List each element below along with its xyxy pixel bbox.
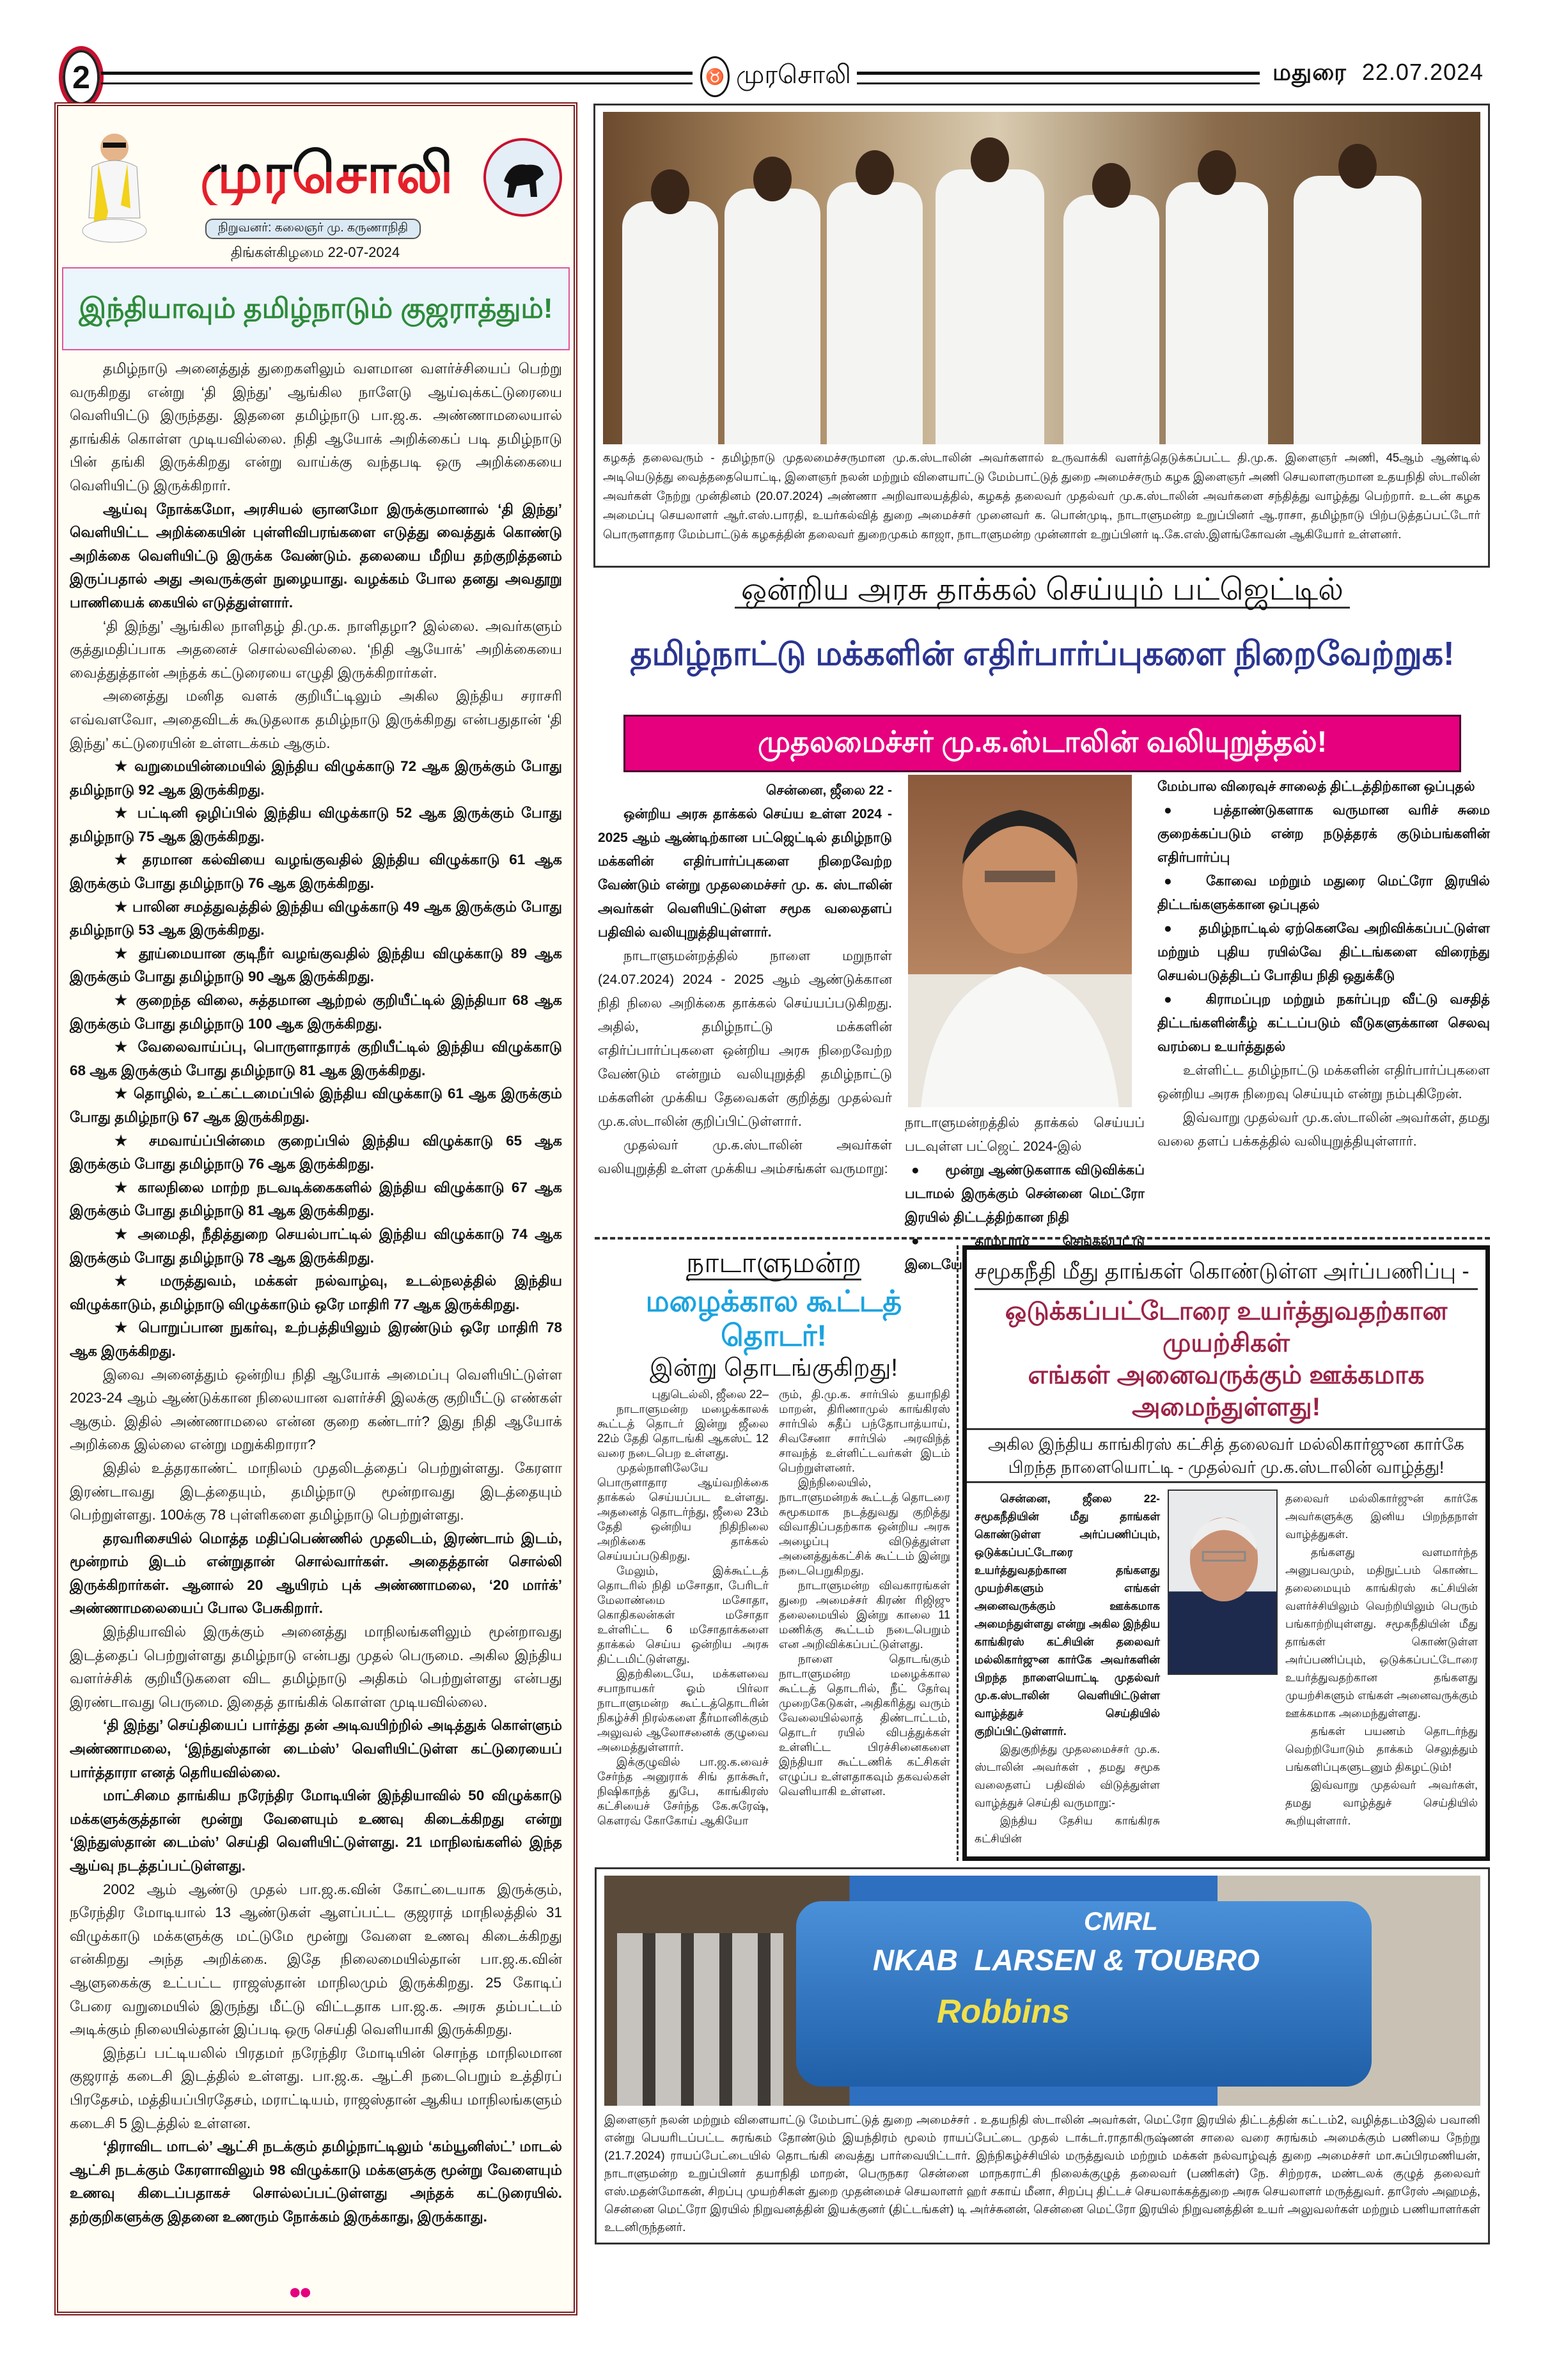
bull-emblem-icon [483, 138, 562, 217]
paragraph: இதற்கிடையே, மக்களவை சபாநாயகர் ஓம் பிர்லா நாடாளுமன்ற கூட்டத்தொடரின் நிகழ்ச்சி நிரல்களை தீர்மானிக்கும் அலுவல் ஆலோசனைக் குழுவை அமைத்துள்ளார். [597, 1667, 769, 1754]
bullet-item: ● தாம்பரம் செங்கல்பட்டு இடையே [905, 1229, 1145, 1277]
header-rule-right [857, 72, 1260, 84]
vertical-dashed-divider [957, 1245, 959, 1861]
paragraph: தரவரிசையில் மொத்த மதிப்பெண்ணில் முதலிடம், இரண்டாம் இடம், மூன்றாம் இடம் என்றுதான் சொல்வார்கள். அதைத்தான் சொல்லி இருக்கிறார்கள். ஆனால் 20 ஆயிரம் புக் அண்ணாமலை, ‘20 மார்க்’ அண்ணாமலையைப் போல பேசுகிறார். [70, 1530, 562, 1617]
statistic-item: ★ தொழில், உட்கட்டமைப்பில் இந்திய விழுக்காடு 61 ஆக இருக்கும் போது தமிழ்நாடு 67 ஆக இருக்கிறது. [70, 1085, 562, 1125]
header-rule-left [101, 72, 693, 84]
paragraph: முதல்வர் மு.க.ஸ்டாலின் அவர்கள் வலியுறுத்தி உள்ள முக்கிய அம்சங்கள் வருமாறு: [598, 1138, 892, 1176]
tunnel-boring-machine-photo [604, 1876, 1480, 2106]
statistic-item: ★ பாலின சமத்துவத்தில் இந்திய விழுக்காடு 49 ஆக இருக்கும் போது தமிழ்நாடு 53 ஆக இருக்கிறது. [70, 898, 562, 938]
parliament-headline: மழைக்கால கூட்டத் தொடர்! [645, 1284, 902, 1352]
paragraph: ஆய்வு நோக்கமோ, அரசியல் ஞானமோ இருக்குமானால் ‘தி இந்து’ வெளியிட்ட அறிக்கையின் புள்ளிவிபரங்களை எடுத்து வைத்துக் கொண்டு அறிக்கை வெளியிட்டு இருக்க வேண்டும். தலையை மீறிய தற்குறித்தனம் இருப்பதால் அது அவருக்குள் நுழையாது. வழக்கம் போல தனது அவதூறு பாணியைக் கையில் எடுத்துள்ளார். [70, 501, 562, 611]
metro-photo-box [595, 1867, 1490, 2244]
masthead-date: திங்கள்கிழமை 22-07-2024 [231, 244, 400, 260]
editorial-body [70, 357, 562, 2294]
budget-column-3 [1157, 775, 1490, 1235]
machine-label: NKAB [873, 1943, 958, 1977]
parliament-columns [595, 1387, 953, 1828]
kharge-headline-line: எங்கள் அனைவருக்கும் ஊக்கமாக அமைந்துள்ளது! [1028, 1361, 1425, 1421]
paragraph: ஒன்றிய அரசு தாக்கல் செய்ய உள்ள 2024 - 2025 ஆம் ஆண்டிற்கான பட்ஜெட்டில் தமிழ்நாடு மக்களின் எதிர்பார்ப்புகளை நிறைவேற்ற வேண்டும் என்று முதலமைச்சர் மு. க. ஸ்டாலின் அவர்கள் வெளியிட்டுள்ள சமூக வலைதளப் பதிவில் வலியுறுத்தியுள்ளார். [598, 807, 892, 940]
kharge-subhead [967, 1428, 1485, 1483]
parliament-story [595, 1245, 953, 1828]
editorial-headline: இந்தியாவும் தமிழ்நாடும் குஜராத்தும்! [79, 293, 553, 324]
page-number: 2 [59, 46, 104, 109]
paragraph: நாளை தொடங்கும் நாடாளுமன்ற மழைக்கால கூட்டத் தொடரில், நீட் தேர்வு முறைகேடுகள், அதிகரித்து வரும் வேலையில்லாத் திண்டாட்டம், தொடர் ரயில் விபத்துக்கள் உள்ளிட்ட பிரச்சினைகளை இந்தியா கூட்டணிக் கட்சிகள் எழுப்ப உள்ளதாகவும் தகவல்கள் வெளியாகி உள்ளன. [779, 1653, 950, 1798]
bullet-item: ● கோவை மற்றும் மதுரை மெட்ரோ இரயில் திட்டங்களுக்கான ஒப்புதல் [1157, 869, 1490, 917]
issue-date: 22.07.2024 [1361, 59, 1484, 85]
paragraph: இதுகுறித்து முதலமைச்சர் மு.க. ஸ்டாலின் அவர்கள் , தமது சமூக வலைதளப் பதிவில் விடுத்துள்ள வாழ்த்துச் செய்தி வருமாறு:- [975, 1743, 1160, 1809]
paragraph: நாடாளுமன்றத்தில் தாக்கல் செய்யப் படவுள்ள பட்ஜெட் 2024-இல் [905, 1116, 1145, 1154]
kharge-headline [975, 1295, 1478, 1423]
masthead [58, 106, 574, 266]
paragraph: ரும், தி.மு.க. சார்பில் தயாநிதி மாறன், திரிணாமுல் காங்கிரஸ் சார்பில் சுதீப் பந்தோபாத்யாய், சிவசேனா சார்பில் அரவிந்த் சாவந்த் உள்ளிட்டவர்கள் இடம் பெற்றுள்ளனர். [779, 1388, 950, 1474]
machine-labels [873, 1908, 1260, 2031]
statistic-item: ★ தரமான கல்வியை வழங்குவதில் இந்திய விழுக்காடு 61 ஆக இருக்கும் போது தமிழ்நாடு 76 ஆக இருக்கிறது. [70, 852, 562, 892]
budget-kicker-text: ஒன்றிய அரசு தாக்கல் செய்யும் பட்ஜெட்டில் [735, 573, 1350, 609]
photo-youth-wing-box [593, 104, 1490, 568]
kharge-column-1 [975, 1489, 1160, 1847]
machine-label: LARSEN & TOUBRO [974, 1943, 1260, 1977]
kharge-body [975, 1489, 1478, 1847]
paragraph: முதல்நாளிலேயே பொருளாதார ஆய்வறிக்கை தாக்கல் செய்யப்பட உள்ளது. அதனைத் தொடர்ந்து, ஜீலை 23ம் தேதி ஒன்றிய நிதிநிலை அறிக்கை தாக்கல் செய்யப்படுகிறது. [597, 1461, 769, 1562]
paragraph: தங்களது வளமார்ந்த அனுபவமும், மதிநுட்பம் கொண்ட தலைமையும் காங்கிரஸ் கட்சியின் வளர்ச்சியிலும் வெற்றியிலும் பெரும் பங்காற்றியுள்ளது. சமூகநீதியின் மீது தாங்கள் கொண்டுள்ள அர்ப்பணிப்பும், ஒடுக்கப்பட்டோரை உயர்த்துவதற்கான தங்களது முயற்சிகளும் எங்கள் அனைவருக்கும் ஊக்கமாக அமைந்துள்ளது. [1285, 1546, 1478, 1720]
parliament-column-1 [597, 1387, 769, 1828]
statistic-item: ★ பொறுப்பான நுகர்வு, உற்பத்தியிலும் இரண்டும் ஒரே மாதிரி 78 ஆக இருக்கிறது. [70, 1319, 562, 1359]
main-headline: தமிழ்நாட்டு மக்களின் எதிர்பார்ப்புகளை நிறைவேற்றுக! [630, 635, 1455, 673]
paragraph: இவை அனைத்தும் ஒன்றிய நிதி ஆயோக் அமைப்பு வெளியிட்டுள்ள 2023-24 ஆம் ஆண்டுக்கான நிலையான வளர்ச்சி இலக்கு குறியீட்டு எண்கள் ஆகும். இதில் அண்ணாமலை என்ன குறை கண்டார்? இது நிதி ஆயோக் அறிக்கை இல்லை என்று மறுக்கிறாரா? [70, 1366, 562, 1453]
bullet-item: ● கிராமப்புற மற்றும் நகர்ப்புற வீட்டு வசதித் திட்டங்களின்கீழ் கட்டப்படும் வீடுகளுக்கான செலவு வரம்பை உயர்த்துதல் [1157, 988, 1490, 1059]
statistic-item: ★ வேலைவாய்ப்பு, பொருளாதாரக் குறியீட்டில் இந்திய விழுக்காடு 68 ஆக இருக்கும் போது தமிழ்நாடு 81 ஆக இருக்கிறது. [70, 1039, 562, 1078]
statistic-item: ★ காலநிலை மாற்ற நடவடிக்கைகளில் இந்திய விழுக்காடு 67 ஆக இருக்கும் போது தமிழ்நாடு 81 ஆக இருக்கிறது. [70, 1179, 562, 1219]
dateline: புதுடெல்லி, ஜீலை 22– [652, 1388, 769, 1401]
paragraph: நாடாளுமன்ற விவகாரங்கள் துறை அமைச்சர் கிரண் ரிஜிஜு தலைமையில் இன்று காலை 11 மணிக்கு கூட்டம் நடைபெறும் என அறிவிக்கப்பட்டுள்ளது. [779, 1579, 950, 1651]
kharge-portrait [1168, 1489, 1278, 1675]
budget-kicker [595, 572, 1490, 611]
machine-label: Robbins [937, 1993, 1070, 2030]
parliament-column-2 [779, 1387, 950, 1828]
header-edition-date [1273, 59, 1484, 89]
statistic-item: ★ பட்டினி ஒழிப்பில் இந்திய விழுக்காடு 52 ஆக இருக்கும் போது தமிழ்நாடு 75 ஆக இருக்கிறது. [70, 805, 562, 844]
dashed-divider [595, 1237, 1490, 1240]
statistic-item: ★ சமவாய்ப்பின்மை குறைப்பில் இந்திய விழுக்காடு 65 ஆக இருக்கும் போது தமிழ்நாடு 76 ஆக இருக்கிறது. [70, 1132, 562, 1172]
paragraph: உள்ளிட்ட தமிழ்நாட்டு மக்களின் எதிர்பார்ப்புகளை ஒன்றிய அரசு நிறைவு செய்யும் என்று நம்புகிறேன். [1157, 1063, 1490, 1101]
paragraph: இவ்வாறு முதல்வர் அவர்கள், தமது வாழ்த்துச் செய்தியில் கூறியுள்ளார். [1285, 1778, 1478, 1827]
lower-right-section [595, 1245, 1490, 2244]
statistic-item: ★ குறைந்த விலை, சுத்தமான ஆற்றல் குறியீட்டில் இந்தியா 68 ஆக இருக்கும் போது தமிழ்நாடு 100 ஆக இருக்கிறது. [70, 992, 562, 1032]
paragraph: ‘தி இந்து’ செய்தியைப் பார்த்து தன் அடிவயிற்றில் அடித்துக் கொள்ளும் அண்ணாமலை, ‘இந்துஸ்தான் டைம்ஸ்’ வெளியிட்டுள்ள கட்டுரையைப் பார்த்தாரா எனத் தெரியவில்லை. [70, 1717, 562, 1780]
statistic-item: ★ தூய்மையான குடிநீர் வழங்குவதில் இந்திய விழுக்காடு 89 ஆக இருக்கும் போது தமிழ்நாடு 90 ஆக இருக்கிறது. [70, 945, 562, 985]
photo-caption: இளைஞர் நலன் மற்றும் விளையாட்டு மேம்பாட்டுத் துறை அமைச்சர் . உதயநிதி ஸ்டாலின் அவர்கள், மெட்ரோ இரயில் திட்டத்தின் கட்டம்2, வழித்தடம்3இல் பவானி என்று பெயரிடப்பட்ட சுரங்கம் தோண்டும் இயந்திரம் மூலம் ராயப்பேட்டை முதல் டாக்டர்.ராதாகிருஷ்ணன் சாலை வரை சுரங்கம் அமைக்கும் பணியை நேற்று (21.7.2024) ராயப்பேட்டையில் தொடங்கி வைத்து பார்வையிட்டார். இந்நிகழ்ச்சியில் மருத்துவம் மற்றும் மக்கள் நல்வாழ்வுத் துறை அமைச்சர் மா.சுப்பிரமணியன், நாடாளுமன்ற உறுப்பினர் தயாநிதி மாறன், பெருநகர சென்னை மாநகராட்சி நிலைக்குழுத் தலைவர் (பணிகள்) நே. சிற்றரசு, மண்டலக் குழுத் தலைவர் எஸ்.மதன்மோகன், சிறப்பு முயற்சிகள் துறை முதன்மைச் செயலாளர் ஹர் சகாய் மீனா, சிறப்பு திட்டச் செயலாக்கத்துறை அரசு செயலாளர் மருத்துவர். தாரேஸ் அஹமத், சென்னை மெட்ரோ இரயில் நிறுவனத்தின் இயக்குனர் (திட்டங்கள்) டி அர்ச்சுனன், சென்னை மெட்ரோ இரயில் நிறுவனத்தின் உயர் அலுவலர்கள் மற்றும் பணியாளர்கள் உடனிருந்தனர். [604, 2113, 1480, 2234]
kharge-subhead-line: அகில இந்திய காங்கிரஸ் கட்சித் தலைவர் மல்லிகார்ஜுன கார்கே [988, 1435, 1464, 1454]
paragraph: ‘தி இந்து’ ஆங்கில நாளிதழ் தி.மு.க. நாளிதழா? இல்லை. அவர்களும் குத்துமதிப்பாக அதனைச் சொல்லவில்லை. ‘நிதி ஆயோக்’ அறிக்கையை வைத்துத்தான் அந்தக் கட்டுரையை எழுதி இருக்கிறார்கள். [70, 618, 562, 681]
budget-column-2 [905, 1111, 1145, 1272]
paragraph: சென்னை, ஜீலை 22- சமூகநீதியின் மீது தாங்கள் கொண்டுள்ள அர்ப்பணிப்பும், ஒடுக்கப்பட்டோரை உயர்த்துவதற்கான தங்களது முயற்சிகளும் எங்கள் அனைவருக்கும் ஊக்கமாக அமைந்துள்ளது என்று அகில இந்திய காங்கிரஸ் கட்சியின் தலைவர் மல்லிகார்ஜுன கார்கே அவர்களின் பிறந்த நாளையொட்டி முதல்வர் மு.க.ஸ்டாலின் வெளியிட்டுள்ள வாழ்த்துச் செய்தியில் குறிப்பிட்டுள்ளார். [975, 1492, 1160, 1738]
statistic-item: ★ வறுமையின்மையில் இந்திய விழுக்காடு 72 ஆக இருக்கும் போது தமிழ்நாடு 92 ஆக இருக்கிறது. [70, 758, 562, 798]
paragraph: இதில் உத்தரகாண்ட் மாநிலம் முதலிடத்தைப் பெற்றுள்ளது. கேரளா இரண்டாவது இடத்தையும், தமிழ்நாடு மூன்றாவது இடத்தையும் பெற்றுள்ளது. 100க்கு 78 புள்ளிகளை தமிழ்நாடு பெற்றுள்ளது. [70, 1459, 562, 1523]
paragraph: இக்குழுவில் பா.ஜ.க.வைச் சேர்ந்த அனுராக் சிங் தாக்கூர், நிஷிகாந்த் துபே, காங்கிரஸ் கட்சியைச் சேர்ந்த கே.சுரேஷ், கௌரவ் கோகோய் ஆகியோ [597, 1755, 769, 1827]
kharge-kicker: சமூகநீதி மீது தாங்கள் கொண்டுள்ள அர்ப்பணிப்பு - [975, 1257, 1478, 1290]
paragraph: தலைவர் மல்லிகார்ஜுன் கார்கே அவர்களுக்கு இனிய பிறந்தநாள் வாழ்த்துகள். [1285, 1492, 1478, 1541]
paragraph: மேலும், இக்கூட்டத் தொடரில் நிதி மசோதா, பேரிடர் மேலாண்மை மசோதா, கொதிகலன்கள் மசோதா உள்ளிட்ட 6 மசோதாக்களை தாக்கல் செய்ய ஒன்றிய அரசு திட்டமிட்டுள்ளது. [597, 1564, 769, 1665]
paragraph: தங்கள் பயணம் தொடர்ந்து வெற்றியோடும் தாக்கம் செலுத்தும் பங்களிப்புகளுடனும் திகழட்டும்! [1285, 1725, 1478, 1773]
machine-label: CMRL [1084, 1908, 1158, 1936]
founder-line: நிறுவனர்: கலைஞர் மு. கருணாநிதி [205, 219, 421, 239]
parliament-kicker [595, 1245, 953, 1281]
editorial-column [54, 102, 577, 2315]
edition: மதுரை [1273, 59, 1347, 85]
paragraph: நாடாளுமன்ற மழைக்காலக் கூட்டத் தொடர் இன்று ஜீலை 22ம் தேதி தொடங்கி ஆகஸ்ட் 12 வரை நடைபெற உள்ளது. [597, 1403, 769, 1459]
paragraph: இந்திய தேசிய காங்கிரசு கட்சியின் [975, 1814, 1160, 1845]
bull-emblem-icon: ♉ [700, 56, 730, 97]
header-logo [700, 56, 851, 97]
banner-text: முதலமைச்சர் மு.க.ஸ்டாலின் வலியுறுத்தல்! [757, 724, 1328, 758]
statistic-item: ★ மருத்துவம், மக்கள் நல்வாழ்வு, உடல்நலத்தில் இந்திய விழுக்காடும், தமிழ்நாடு விழுக்காடும் ஒரே மாதிரி 77 ஆக இருக்கிறது. [70, 1273, 562, 1312]
founder-illustration [76, 128, 146, 244]
header-paper-name: முரசொலி [736, 61, 851, 89]
kharge-subhead-line: பிறந்த நாளையொட்டி - முதல்வர் மு.க.ஸ்டாலின் வாழ்த்து! [1008, 1458, 1445, 1477]
chief-minister-portrait [908, 775, 1132, 1107]
paragraph: 2002 ஆம் ஆண்டு முதல் பா.ஜ.க.வின் கோட்டையாக இருக்கும், நரேந்திர மோடியால் 13 ஆண்டுகள் ஆளப்பட்ட குஜராத் மாநிலத்தில் 31 விழுக்காடு மக்களுக்கு மட்டுமே மூன்று வேளை உணவு கிடைக்கிறது என்கிறது அந்த அறிக்கை. இதே நிலைமையில்தான் பா.ஜ.க.வின் ஆளுகைக்கு உட்பட்ட ராஜஸ்தான் மாநிலமும் இருக்கிறது. 25 கோடிப் பேரை வறுமையில் இருந்து மீட்டு விட்டதாக பா.ஜ.க. அரசு தம்பட்டம் அடிக்கும் நிலையில்தான் இப்படி ஒரு செய்தி வெளியாகி இருக்கிறது. [70, 1881, 562, 2038]
dateline: சென்னை, ஜீலை 22 - [765, 783, 892, 798]
kharge-headline-line: ஒடுக்கப்பட்டோரை உயர்த்துவதற்கான முயற்சிகள் [1005, 1297, 1448, 1357]
photo-caption: கழகத் தலைவரும் - தமிழ்நாடு முதலமைச்சருமான மு.க.ஸ்டாலின் அவர்களால் உருவாக்கி வளர்த்தெடுக்கப்பட்ட தி.மு.க. இளைஞர் அணி, 45ஆம் ஆண்டில் அடியெடுத்து வைத்ததையொட்டி, இளைஞர் நலன் மற்றும் விளையாட்டு மேம்பாட்டுத் துறை அமைச்சரும் கழக இளைஞர் அணி செயலாளருமான உதயநிதி ஸ்டாலின் அவர்கள் நேற்று முன்தினம் (20.07.2024) அண்ணா அறிவாலயத்தில், கழகத் தலைவர் முதல்வர் மு.க.ஸ்டாலின் அவர்களை சந்தித்து வாழ்த்து பெற்றார். உடன் கழக அமைப்பு செயலாளர் ஆர்.எஸ்.பாரதி, உயர்கல்வித் துறை அமைச்சர் முனைவர் க. பொன்முடி, நாடாளுமன்ற உறுப்பினர் ஆ.ராசா, தமிழ்நாடு பிற்படுத்தப்பட்டோர் பொருளாதார மேம்பாட்டுக் கழகத்தின் தலைவர் துறைமுகம் காஜா, நாடாளுமன்ற முன்னாள் உறுப்பினர் டி.கே.எஸ்.இளங்கோவன் ஆகியோர் உள்ளனர். [603, 451, 1480, 541]
paragraph: தமிழ்நாடு அனைத்துத் துறைகளிலும் வளமான வளர்ச்சியைப் பெற்று வருகிறது என்று ‘தி இந்து’ ஆங்கில நாளேடு ஆய்வுக்கட்டுரையை வெளியிட்டு இருந்தது. இதனை தமிழ்நாடு பா.ஜ.க. அண்ணாமலையால் தாங்கிக் கொள்ள முடியவில்லை. நிதி ஆயோக் அறிக்கைப் படி தமிழ்நாடு பின் தங்கி இருக்கிறது என்று வாய்க்கு வந்தபடி ஒரு அறிக்கையை வெளியிட்டு இருக்கிறார். [70, 361, 562, 494]
paragraph: இவ்வாறு முதல்வர் மு.க.ஸ்டாலின் அவர்கள், தமது வலை தளப் பக்கத்தில் வலியுறுத்தியுள்ளார். [1157, 1110, 1490, 1149]
paragraph: மேம்பால விரைவுச் சாலைத் திட்டத்திற்கான ஒப்புதல் [1157, 779, 1475, 794]
paragraph: இந்தப் பட்டியலில் பிரதமர் நரேந்திர மோடியின் சொந்த மாநிலமான குஜராத் கடைசி இடத்தில் உள்ளது. பா.ஜ.க. ஆட்சி நடைபெறும் உத்திரப் பிரதேசம், மத்தியப்பிரதேசம், மராட்டியம், ராஜஸ்தான் ஆகிய மாநிலங்களும் கடைசி 5 இடத்தில் உள்ளன. [70, 2044, 562, 2131]
end-dots-icon: ●● [288, 2280, 310, 2304]
bullet-item: ● தமிழ்நாட்டில் ஏற்கெனவே அறிவிக்கப்பட்டுள்ள மற்றும் புதிய ரயில்வே திட்டங்களை விரைந்து செயல்படுத்திடப் போதிய நிதி ஒதுக்கீடு [1157, 917, 1490, 988]
lower-stories-row [595, 1245, 1490, 1861]
paragraph: இந்நிலையில், நாடாளுமன்றக் கூட்டத் தொடரை சுமூகமாக நடத்துவது குறித்து விவாதிப்பதற்காக ஒன்றிய அரசு அழைப்பு விடுத்துள்ள அனைத்துக்கட்சிக் கூட்டம் இன்று நடைபெறுகிறது. [779, 1476, 950, 1577]
kharge-column-2 [1285, 1489, 1478, 1830]
bullet-item: ● பத்தாண்டுகளாக வருமான வரிச் சுமை குறைக்கப்படும் என்ற நடுத்தரக் குடும்பங்களின் எதிர்பார்ப்பு [1157, 798, 1490, 869]
bullet-item: ● மூன்று ஆண்டுகளாக விடுவிக்கப் படாமல் இருக்கும் சென்னை மெட்ரோ இரயில் திட்டத்திற்கான நிதி [905, 1158, 1145, 1229]
pink-banner [623, 715, 1461, 772]
parliament-subhead: இன்று தொடங்குகிறது! [650, 1355, 898, 1381]
kharge-story-box [962, 1245, 1490, 1861]
budget-column-1 [598, 779, 892, 1233]
group-photo [603, 112, 1480, 444]
paragraph: நாடாளுமன்றத்தில் நாளை மறுநாள் (24.07.2024) 2024 - 2025 ஆம் ஆண்டுக்கான நிதி நிலை அறிக்கை தாக்கல் செய்யப்படுகிறது. அதில், தமிழ்நாட்டு மக்களின் எதிர்ப்பார்ப்புகளை ஒன்றிய அரசு நிறைவேற்ற வேண்டும் என்றும் வலியுறுத்தி தமிழ்நாட்டு மக்களின் முக்கிய தேவைகள் குறித்து முதல்வர் மு.க.ஸ்டாலின் குறிப்பிட்டுள்ளார். [598, 949, 892, 1129]
masthead-title: முரசொலி [186, 141, 467, 205]
parliament-kicker-text: நாடாளுமன்ற [686, 1247, 861, 1280]
paragraph: இந்தியாவில் இருக்கும் அனைத்து மாநிலங்களிலும் மூன்றாவது இடத்தைப் பெற்றுள்ளது தமிழ்நாடு என்பது முதல் பெருமை. அகில இந்திய வளர்ச்சிக் குறியீடுகளை விட தமிழ்நாடு அதிகம் பெற்றுள்ளது என்பது இரண்டாவது பெருமை. இதைத் தாங்கிக் கொள்ள முடியவில்லை. [70, 1624, 562, 1710]
statistic-item: ★ அமைதி, நீதித்துறை செயல்பாட்டில் இந்திய விழுக்காடு 74 ஆக இருக்கும் போது தமிழ்நாடு 78 ஆக இருக்கிறது. [70, 1225, 562, 1266]
paragraph: ‘திராவிட மாடல்’ ஆட்சி நடக்கும் தமிழ்நாட்டிலும் ‘கம்யூனிஸ்ட்’ மாடல் ஆட்சி நடக்கும் கேரளாவிலும் 98 விழுக்காடு மக்களுக்கு மூன்று வேளையும் உணவு கிடைப்பதாகச் சொல்லப்பட்டுள்ளது அந்தக் கட்டுரையில். தற்குறிகளுக்கு இதனை உணரும் நோக்கம் இருக்காது, இருக்காது. [70, 2138, 562, 2225]
paragraph: அனைத்து மனித வளக் குறியீட்டிலும் அகில இந்திய சராசரி எவ்வளவோ, அதைவிடக் கூடுதலாக தமிழ்நாடு இருக்கிறது என்பதுதான் ‘தி இந்து’ கட்டுரையின் உள்ளடக்கம் ஆகும். [70, 688, 562, 751]
editorial-headline-box [62, 267, 570, 350]
paragraph: மாட்சிமை தாங்கிய நரேந்திர மோடியின் இந்தியாவில் 50 விழுக்காடு மக்களுக்குத்தான் மூன்று வேளையும் உணவு கிடைக்கிறது என்று ‘இந்துஸ்தான் டைம்ஸ்’ செய்தி வெளியிட்டுள்ளது. 21 மாநிலங்களில் இந்த ஆய்வு நடத்தப்பட்டுள்ளது. [70, 1787, 562, 1874]
